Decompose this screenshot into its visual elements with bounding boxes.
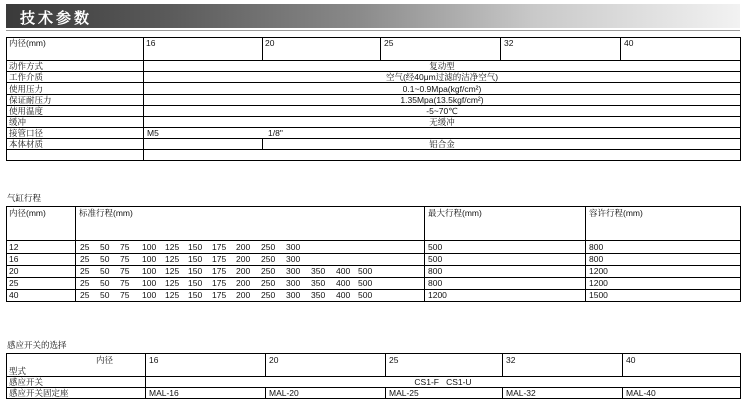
stroke-value: 125 [165,278,180,288]
stroke-value: 175 [212,290,227,300]
stroke-value: 200 [236,266,251,276]
title-divider [6,30,740,31]
spec-row-label: 工作介质 [9,72,44,82]
spec-row-label: 使用压力 [9,84,44,94]
stroke-section-title: 气缸行程 [7,193,42,203]
title-bar [6,4,740,28]
stroke-row-max: 500 [428,254,443,264]
spec-material-value: 铝合金 [429,139,455,149]
spec-bore-25: 25 [384,38,394,48]
stroke-header-standard: 标准行程(mm) [79,208,133,218]
stroke-row-max: 500 [428,242,443,252]
stroke-value: 200 [236,254,251,264]
stroke-row-allowed: 1500 [589,290,608,300]
spec-port-eighth: 1/8" [268,128,283,138]
stroke-header-bore: 内径(mm) [9,208,46,218]
stroke-value: 75 [120,242,130,252]
stroke-value: 75 [120,290,130,300]
spec-row-value: 复动型 [429,61,455,71]
stroke-value: 50 [100,254,110,264]
stroke-value: 250 [261,278,276,288]
stroke-value: 175 [212,254,227,264]
spec-row-value: 1.35Mpa(13.5kgf/cm²) [400,95,484,105]
spec-row-label: 动作方式 [9,61,44,71]
stroke-header-allowed: 容许行程(mm) [589,208,643,218]
stroke-row-max: 1200 [428,290,447,300]
stroke-value: 300 [286,254,301,264]
switch-bore-25: 25 [389,355,399,365]
stroke-value: 125 [165,254,180,264]
stroke-value: 300 [286,290,301,300]
switch-corner-bore: 内径 [96,355,114,365]
spec-bore-16: 16 [146,38,156,48]
stroke-value: 175 [212,278,227,288]
spec-row-value: 0.1~0.9Mpa(kgf/cm²) [402,84,482,94]
stroke-value: 250 [261,242,276,252]
fixture-mal-20: MAL-20 [269,388,299,398]
stroke-value: 500 [358,278,373,288]
stroke-value: 100 [142,290,157,300]
spec-bore-32: 32 [504,38,514,48]
stroke-value: 350 [311,290,326,300]
stroke-value: 200 [236,290,251,300]
switch-models: CS1-F CS1-U [414,377,472,387]
stroke-value: 100 [142,278,157,288]
stroke-row-allowed: 800 [589,242,604,252]
switch-bore-40: 40 [626,355,636,365]
stroke-value: 300 [286,266,301,276]
fixture-mal-25: MAL-25 [389,388,419,398]
stroke-value: 400 [336,290,351,300]
stroke-value: 150 [188,242,203,252]
spec-row-label: 缓冲 [9,117,27,127]
fixture-mal-40: MAL-40 [626,388,656,398]
spec-bore-20: 20 [265,38,275,48]
stroke-value: 300 [286,242,301,252]
stroke-value: 50 [100,266,110,276]
fixture-label: 感应开关固定座 [9,388,69,398]
spec-row-value: -5~70℃ [426,106,458,116]
stroke-value: 125 [165,290,180,300]
stroke-value: 400 [336,266,351,276]
switch-bore-20: 20 [269,355,279,365]
stroke-value: 400 [336,278,351,288]
spec-bore-40: 40 [624,38,634,48]
fixture-mal-32: MAL-32 [506,388,536,398]
stroke-value: 300 [286,278,301,288]
stroke-value: 150 [188,290,203,300]
stroke-value: 150 [188,278,203,288]
switch-section-title: 感应开关的选择 [7,340,67,350]
stroke-value: 175 [212,242,227,252]
stroke-row-bore: 25 [9,278,19,288]
stroke-header-max: 最大行程(mm) [428,208,482,218]
stroke-row-bore: 20 [9,266,19,276]
spec-port-label: 接管口径 [9,128,44,138]
stroke-value: 250 [261,254,276,264]
stroke-value: 75 [120,266,130,276]
spec-row-value: 无缓冲 [429,117,455,127]
stroke-row-bore: 16 [9,254,19,264]
stroke-value: 25 [80,290,90,300]
stroke-value: 50 [100,242,110,252]
stroke-value: 25 [80,266,90,276]
stroke-value: 25 [80,254,90,264]
spec-row-label: 使用温度 [9,106,44,116]
stroke-row-allowed: 1200 [589,278,608,288]
stroke-value: 500 [358,290,373,300]
stroke-value: 25 [80,242,90,252]
spec-port-m5: M5 [147,128,159,138]
stroke-value: 200 [236,278,251,288]
spec-material-label: 本体材质 [9,139,44,149]
stroke-value: 100 [142,266,157,276]
spec-row-value: 空气(经40μm过滤的洁净空气) [385,72,499,82]
switch-label: 感应开关 [9,377,44,387]
switch-bore-16: 16 [149,355,159,365]
stroke-value: 75 [120,278,130,288]
stroke-value: 125 [165,242,180,252]
stroke-row-bore: 12 [9,242,19,252]
stroke-value: 25 [80,278,90,288]
switch-bore-32: 32 [506,355,516,365]
stroke-row-allowed: 1200 [589,266,608,276]
stroke-value: 50 [100,290,110,300]
stroke-value: 175 [212,266,227,276]
stroke-value: 150 [188,266,203,276]
switch-corner-type: 型式 [9,366,27,376]
stroke-value: 200 [236,242,251,252]
stroke-value: 75 [120,254,130,264]
stroke-value: 500 [358,266,373,276]
spec-bore-label: 内径(mm) [9,38,46,48]
stroke-value: 250 [261,266,276,276]
stroke-value: 350 [311,266,326,276]
stroke-value: 100 [142,242,157,252]
stroke-value: 350 [311,278,326,288]
spec-row-label: 保证耐压力 [9,95,52,105]
stroke-value: 150 [188,254,203,264]
stroke-value: 250 [261,290,276,300]
stroke-row-allowed: 800 [589,254,604,264]
page-title: 技术参数 [20,10,93,27]
stroke-value: 125 [165,266,180,276]
stroke-row-bore: 40 [9,290,19,300]
stroke-value: 100 [142,254,157,264]
fixture-mal-16: MAL-16 [149,388,179,398]
stroke-value: 50 [100,278,110,288]
stroke-row-max: 800 [428,278,443,288]
stroke-row-max: 800 [428,266,443,276]
